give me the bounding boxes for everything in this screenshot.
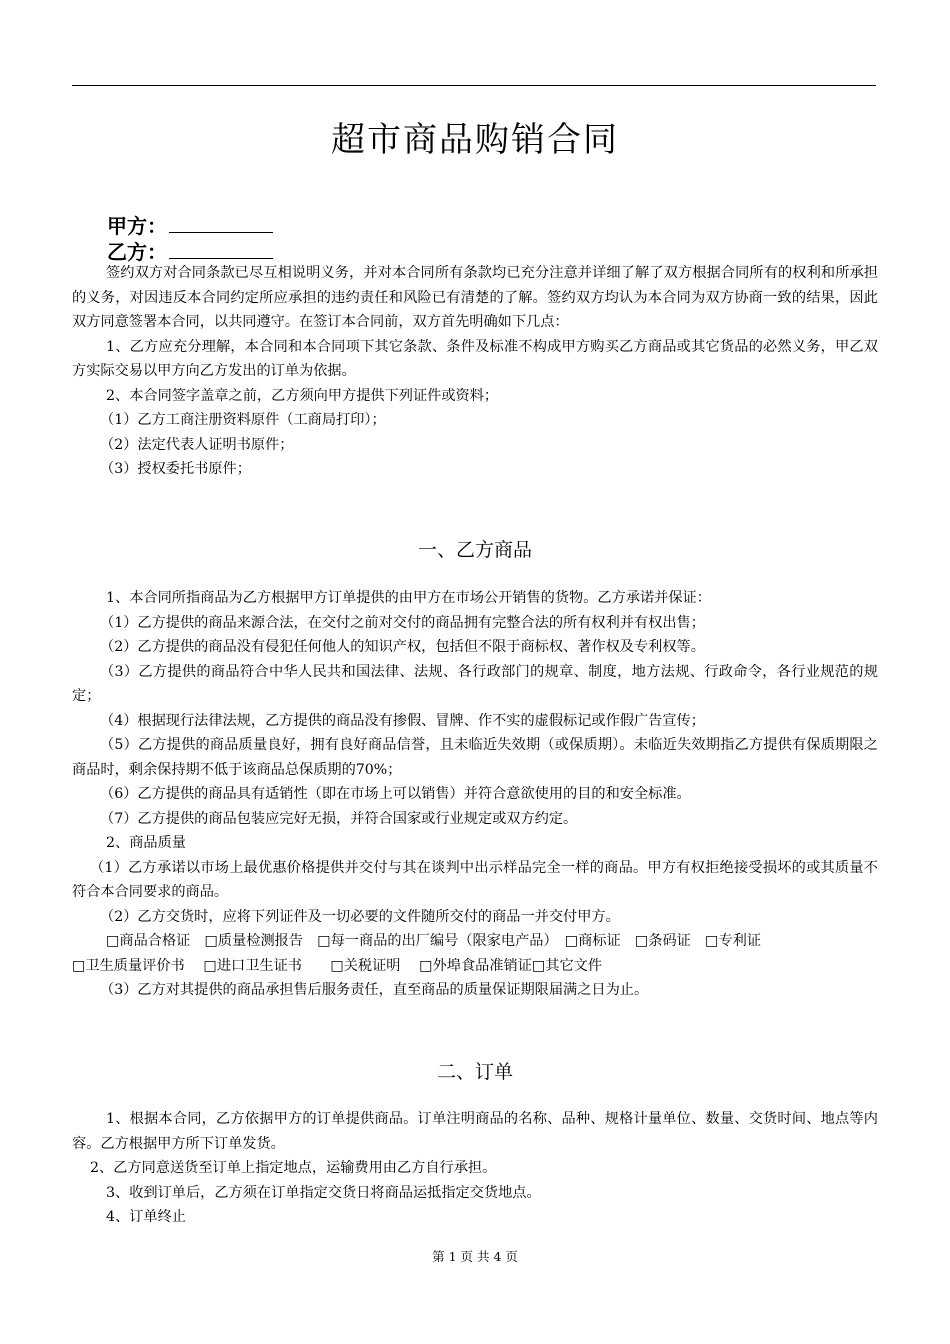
intro-subitem: （1）乙方工商注册资料原件（工商局打印）； [100,412,386,428]
clause: 2、乙方同意送货至订单上指定地点，运输费用由乙方自行承担。 [90,1160,497,1176]
clause: 3、收到订单后，乙方须在订单指定交货日将商品运抵指定交货地点。 [106,1184,541,1201]
clause: 4、订单终止 [106,1209,186,1225]
page-footer: 第 1 页 共 4 页 [432,1249,518,1264]
intro-item: 1、乙方应充分理解，本合同和本合同项下其它条款、条件及标准不构成甲方购买乙方商品或其它货品的必然义务，甲乙双方实际交易以甲方向乙方发出的订单为依据。 [72,338,878,379]
clause: （5）乙方提供的商品质量良好，拥有良好商品信誉，且未临近失效期（或保质期）。未临近失效期指乙方提供有保质期限之商品时，剩余保持期不低于该商品总保质期的70%； [72,737,878,778]
header-rule [72,85,876,86]
clause: （3）乙方对其提供的商品承担售后服务责任，直至商品的质量保证期限届满之日为止。 [100,982,649,998]
document-checklist-row: □卫生质量评价书 □进口卫生证书 □关税证明 □外埠食品准销证□其它文件 [72,957,603,974]
section-heading-goods: 一、乙方商品 [417,539,532,561]
clause: （2）乙方提供的商品没有侵犯任何他人的知识产权，包括但不限于商标权、著作权及专利权等。 [100,639,705,655]
section-order-body [72,1107,878,1230]
document-title: 超市商品购销合同 [331,120,619,160]
clause: （1）乙方承诺以市场上最优惠价格提供并交付与其在谈判中出示样品完全一样的商品。甲方有权拒绝接受损坏的或其质量不符合本合同要求的商品。 [72,859,878,900]
party-a-blank [169,214,273,233]
clause: （6）乙方提供的商品具有适销性（即在市场上可以销售）并符合意欲使用的目的和安全标准。 [100,786,691,802]
party-a-line [107,210,273,239]
party-b-label: 乙方： [107,240,167,264]
document-checklist-row: □商品合格证 □质量检测报告 □每一商品的出厂编号（限家电产品） □商标证 □条码证 □专利证 [106,933,762,949]
clause: （2）乙方交货时，应将下列证件及一切必要的文件随所交付的商品一并交付甲方。 [100,908,620,925]
intro-item: 2、本合同签字盖章之前，乙方须向甲方提供下列证件或资料； [106,387,499,404]
clause: （1）乙方提供的商品来源合法，在交付之前对交付的商品拥有完整合法的所有权利并有权出售； [100,614,705,631]
clause: （7）乙方提供的商品包装应完好无损，并符合国家或行业规定或双方约定。 [100,810,578,827]
intro-block [72,261,878,482]
section-heading-order: 二、订单 [436,1061,513,1083]
intro-subitem: （2）法定代表人证明书原件； [100,436,294,453]
intro-subitem: （3）授权委托书原件； [100,461,251,477]
party-b-blank [169,240,273,259]
party-a-label: 甲方： [107,214,167,238]
section-goods-body [72,586,878,1003]
clause: 1、本合同所指商品为乙方根据甲方订单提供的由甲方在市场公开销售的货物。乙方承诺并保证： [106,590,711,606]
intro-paragraph: 签约双方对合同条款已尽互相说明义务，并对本合同所有条款均已充分注意并详细了解了双方根据合同所有的权利和所承担的义务，对因违反本合同约定所应承担的违约责任和风险已有清楚的了解。签约双方均认为本合同为双方协商一致的结果，因此双方同意签署本合同，以共同遵守。在签订本合同前，双方首先明确如下几点： [72,265,878,330]
clause: 1、根据本合同，乙方依据甲方的订单提供商品。订单注明商品的名称、品种、规格计量单位、数量、交货时间、地点等内容。乙方根据甲方所下订单发货。 [72,1111,878,1152]
clause: （4）根据现行法律法规，乙方提供的商品没有掺假、冒牌、作不实的虚假标记或作假广告宣传； [100,712,705,729]
clause: 2、商品质量 [106,835,186,851]
clause: （3）乙方提供的商品符合中华人民共和国法律、法规、各行政部门的规章、制度，地方法规、行政命令，各行业规范的规定； [72,663,878,704]
